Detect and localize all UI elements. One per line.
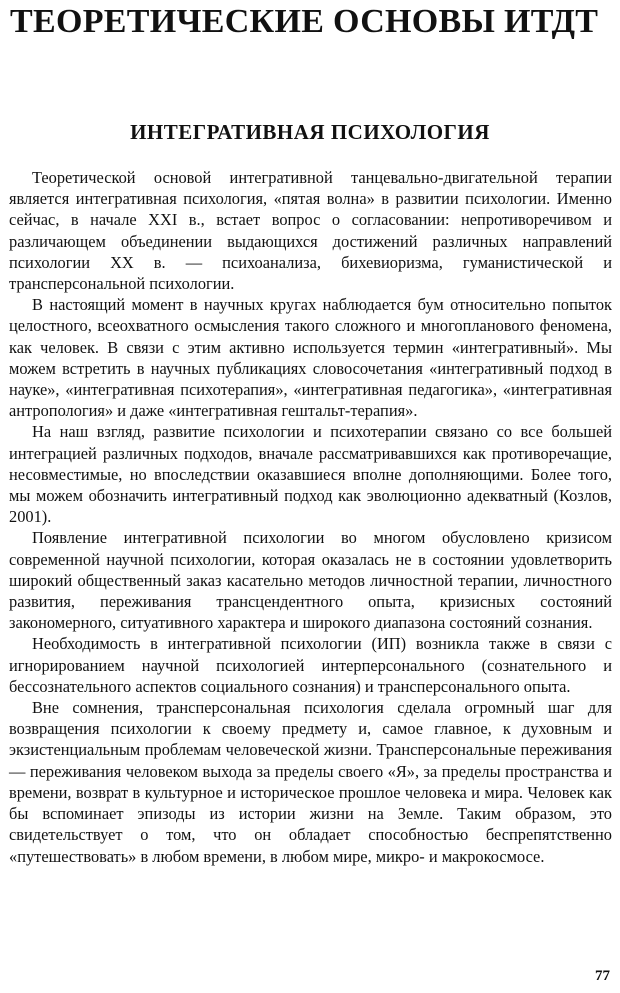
page-number: 77: [595, 968, 610, 984]
section-title: ИНТЕГРАТИВНАЯ ПСИХОЛОГИЯ: [130, 120, 490, 144]
paragraph-6: Вне сомнения, трансперсональная психология сделала огромный шаг для возвращения психологии к своему предмету и, самое главное, к духовным и экзистенциальным проблемам человеческой жизни. Трансперсональные переживания — переживания человеком выхода за пределы своего «Я», за пределы пространства и времени, возврат в культурное и историческое прошлое человека и мира. Человек как бы вспоминает эпизоды из истории жизни на Земле. Таким образом, это свидетельствует о том, что он обладает способностью беспрепятственно «путешествовать» в любом времени, в любом мире, микро- и макрокосмосе.: [9, 698, 612, 866]
body-text: [9, 167, 612, 867]
paragraph-1: Теоретической основой интегративной танцевально-двигательной терапии является интегративная психология, «пятая волна» в развитии психологии. Именно сейчас, в начале XXI в., встает вопрос о согласовании: непротиворечивом и различающем объединении выдающихся достижений различных направлений психологии XX в. — психоанализа, бихевиоризма, гуманистической и трансперсональной психологии.: [9, 168, 612, 294]
paragraph-4: Появление интегративной психологии во многом обусловлено кризисом современной научной психологии, которая оказалась не в состоянии удовлетворить широкий общественный заказ касательно методов личностной терапии, личностного развития, переживания трансцендентного опыта, кризисных состояний закономерного, ситуативного характера и широкого диапазона состояний сознания.: [9, 528, 612, 633]
paragraph-3: На наш взгляд, развитие психологии и психотерапии связано со все большей интеграцией различных подходов, вначале рассматривавшихся как противоречащие, несовместимые, но впоследствии оказавшиеся вполне дополняющими. Более того, мы можем обозначить интегративный подход как эволюционно адекватный (Козлов, 2001).: [9, 422, 612, 527]
chapter-title: ТЕОРЕТИЧЕСКИЕ ОСНОВЫ ИТДТ: [10, 3, 599, 40]
paragraph-2: В настоящий момент в научных кругах наблюдается бум относительно попыток целостного, всеохватного осмысления такого сложного и многопланового феномена, как человек. В связи с этим активно используется термин «интегративный». Мы можем встретить в научных публикациях словосочетания «интегративный подход в науке», «интегративная психотерапия», «интегративная педагогика», «интегративная антропология» и даже «интегративная гештальт-терапия».: [9, 295, 612, 421]
paragraph-5: Необходимость в интегративной психологии (ИП) возникла также в связи с игнорированием научной психологией интерперсонального (сознательного и бессознательного аспектов социального сознания) и трансперсонального опыта.: [9, 634, 612, 696]
